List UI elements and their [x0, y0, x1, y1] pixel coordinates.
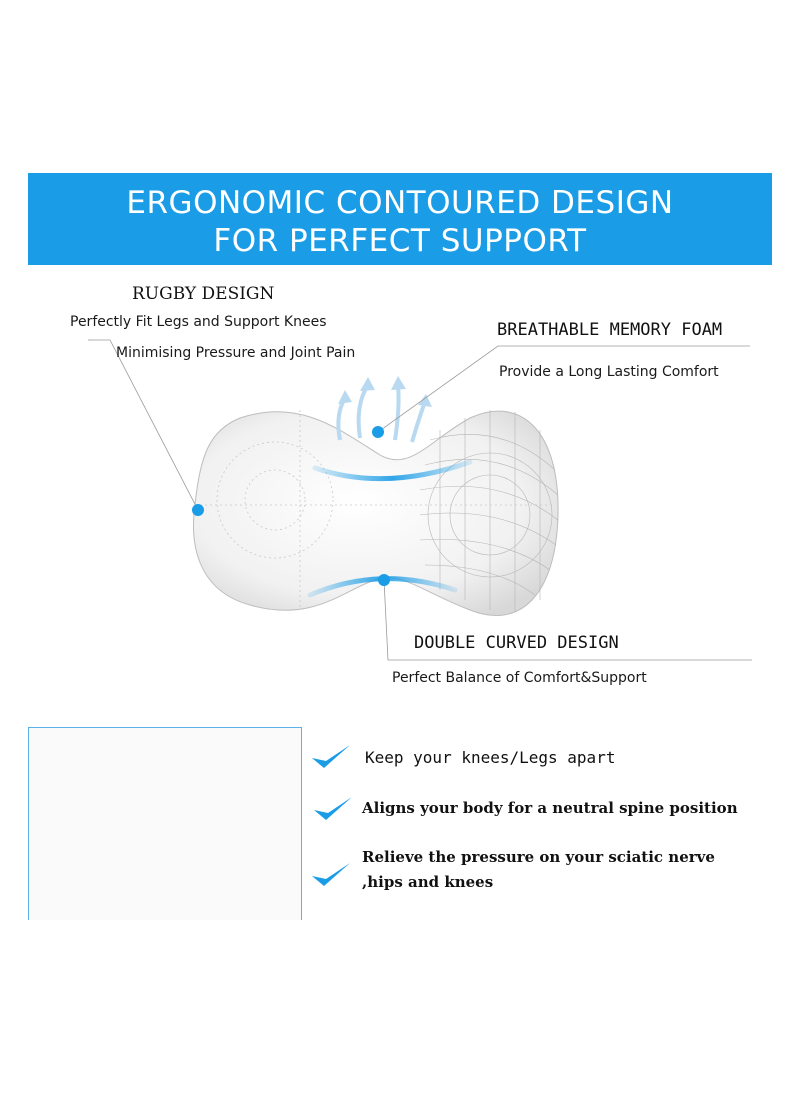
checkmark-icon — [312, 794, 354, 824]
rugby-design-title: RUGBY DESIGN — [132, 284, 275, 304]
double-curved-line-1: Perfect Balance of Comfort&Support — [392, 670, 647, 686]
checkmark-icon — [310, 742, 352, 772]
memory-foam-title: BREATHABLE MEMORY FOAM — [497, 320, 723, 340]
callout-dot-icon — [372, 426, 384, 438]
benefit-item-3: Relieve the pressure on your sciatic nerve — [362, 848, 715, 866]
sketch-frame — [28, 727, 302, 920]
memory-foam-line-1: Provide a Long Lasting Comfort — [499, 364, 719, 380]
checkmark-icon — [310, 860, 352, 890]
rugby-design-line-2: Minimising Pressure and Joint Pain — [116, 345, 356, 361]
callout-dot-icon — [192, 504, 204, 516]
benefit-item-3-continued: ,hips and knees — [362, 873, 494, 891]
banner-title-line-1: ERGONOMIC CONTOURED DESIGN — [126, 185, 674, 221]
double-curved-title: DOUBLE CURVED DESIGN — [414, 633, 619, 653]
banner-title-line-2: FOR PERFECT SUPPORT — [213, 223, 587, 259]
benefit-item-2: Aligns your body for a neutral spine position — [362, 799, 738, 817]
benefit-item-1: Keep your knees/Legs apart — [365, 748, 616, 767]
callout-dot-icon — [378, 574, 390, 586]
rugby-design-line-1: Perfectly Fit Legs and Support Knees — [70, 314, 327, 330]
